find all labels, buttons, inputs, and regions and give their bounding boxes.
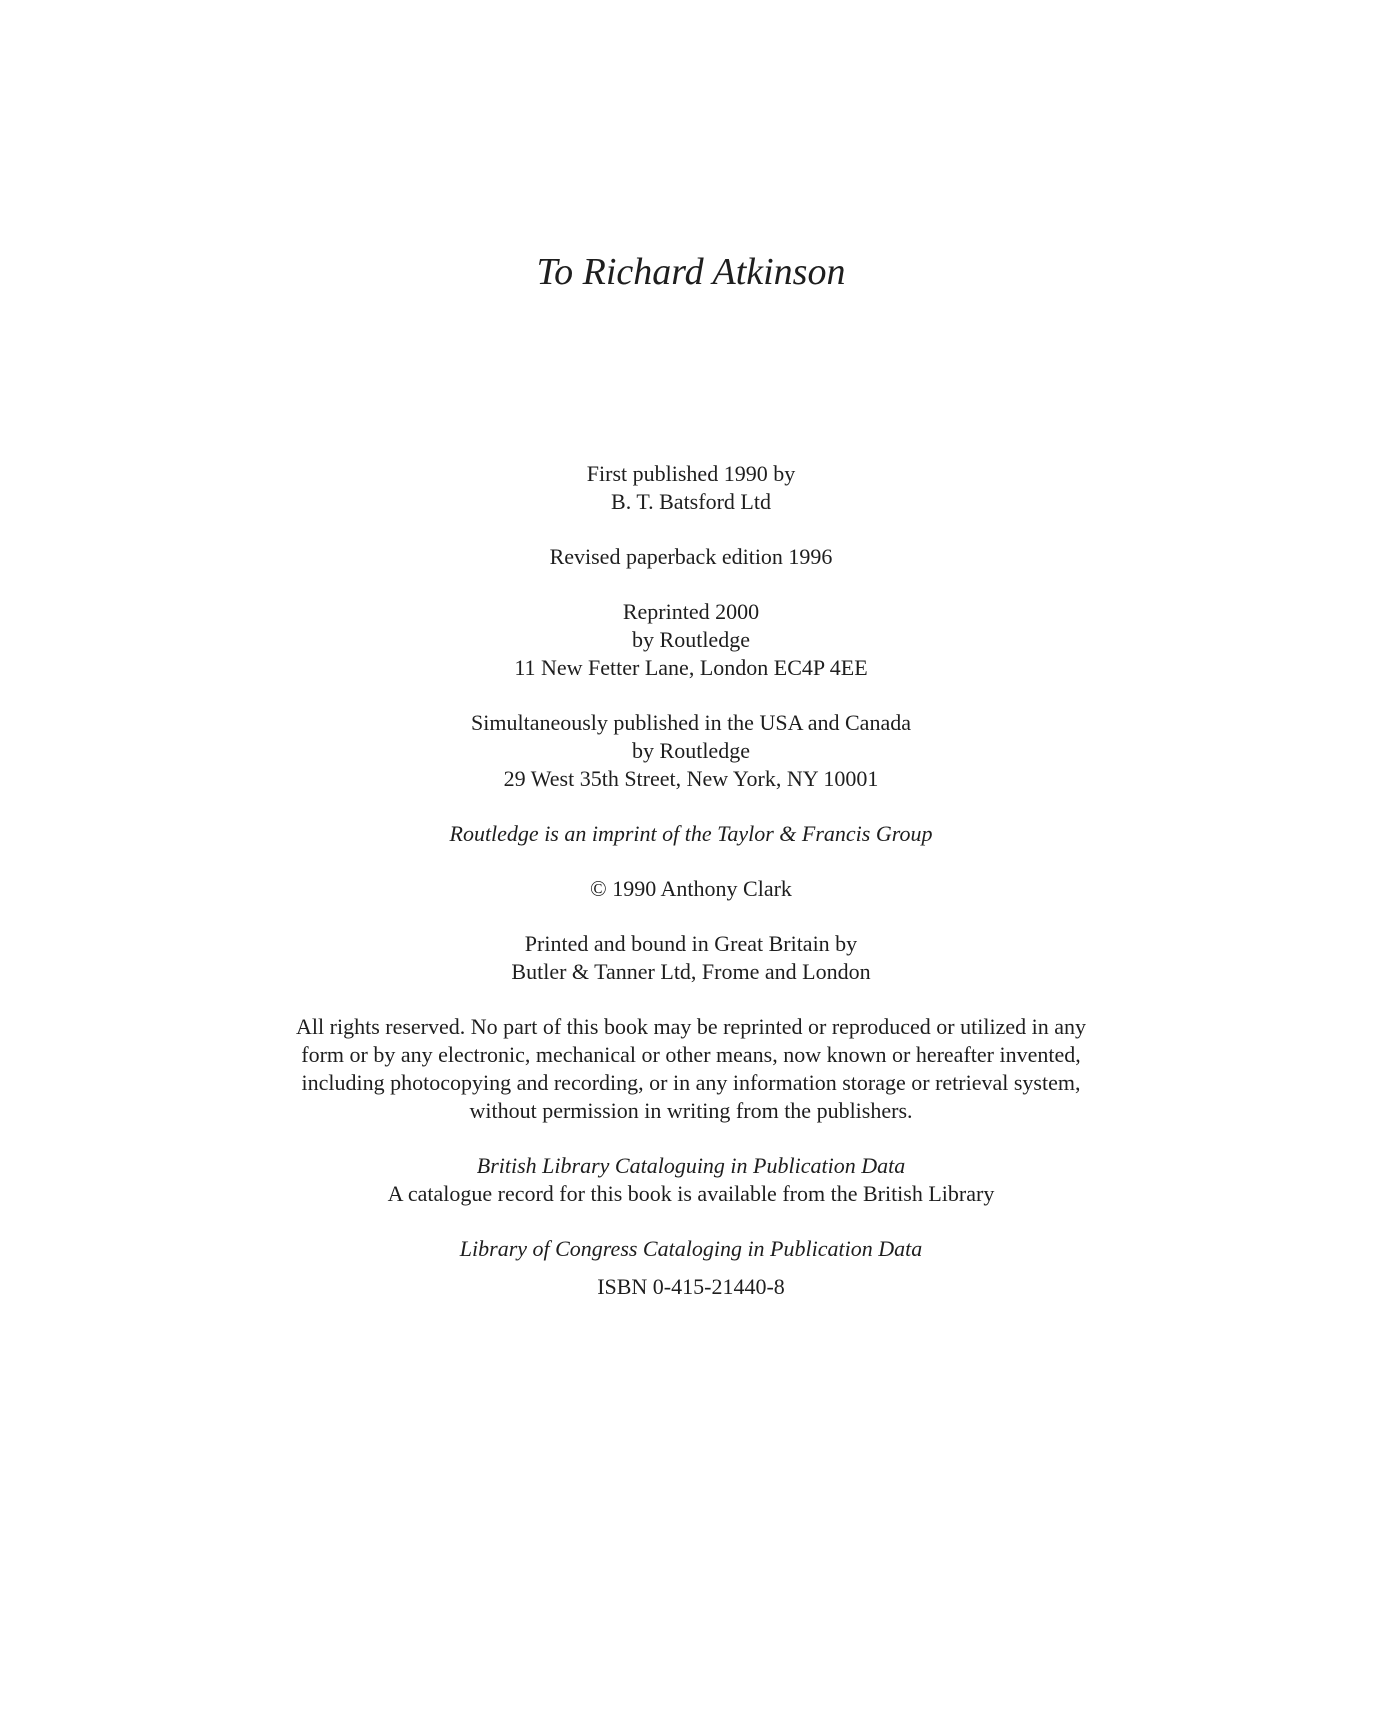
simultaneous-publisher: by Routledge [632, 738, 750, 763]
first-published [0, 460, 1382, 516]
printer-name: Butler & Tanner Ltd, Frome and London [511, 959, 871, 984]
simultaneous-line: Simultaneously published in the USA and Canada [471, 710, 911, 735]
rights-line-4: without permission in writing from the publishers. [469, 1098, 913, 1123]
copyright-line: © 1990 Anthony Clark [590, 876, 792, 901]
rights-line-1: All rights reserved. No part of this book may be reprinted or reproduced or utilized in any [296, 1014, 1086, 1039]
copyright-notice [0, 875, 1382, 903]
reprinted-line: Reprinted 2000 [622, 599, 760, 624]
reprinted [0, 598, 1382, 682]
printed-line: Printed and bound in Great Britain by [524, 931, 858, 956]
isbn: ISBN 0-415-21440-8 [597, 1274, 785, 1299]
british-library-heading: British Library Cataloguing in Publication Data [476, 1153, 906, 1178]
imprint-note [0, 820, 1382, 848]
reprinted-address: 11 New Fetter Lane, London EC4P 4EE [514, 655, 868, 680]
first-published-line: First published 1990 by [586, 461, 796, 486]
british-library-text: A catalogue record for this book is available from the British Library [387, 1181, 995, 1206]
simultaneous-address: 29 West 35th Street, New York, NY 10001 [503, 766, 879, 791]
rights-line-3: including photocopying and recording, or in any information storage or retrieval system, [301, 1070, 1081, 1095]
revised-edition [0, 543, 1382, 571]
rights-line-2: form or by any electronic, mechanical or other means, now known or hereafter invented, [301, 1042, 1081, 1067]
library-of-congress-heading: Library of Congress Cataloging in Publication Data [459, 1236, 923, 1261]
isbn-block [0, 1273, 1382, 1301]
reprinted-publisher: by Routledge [632, 627, 750, 652]
printer-info [0, 930, 1382, 986]
imprint-block [0, 460, 1382, 1301]
revised-edition-line: Revised paperback edition 1996 [549, 544, 833, 569]
british-library-data [0, 1152, 1382, 1208]
library-of-congress-data [0, 1235, 1382, 1263]
rights-statement [0, 1013, 1382, 1125]
imprint-note-line: Routledge is an imprint of the Taylor & Francis Group [449, 821, 933, 846]
dedication: To Richard Atkinson [536, 251, 846, 293]
simultaneous-publication [0, 709, 1382, 793]
first-published-publisher: B. T. Batsford Ltd [611, 489, 771, 514]
